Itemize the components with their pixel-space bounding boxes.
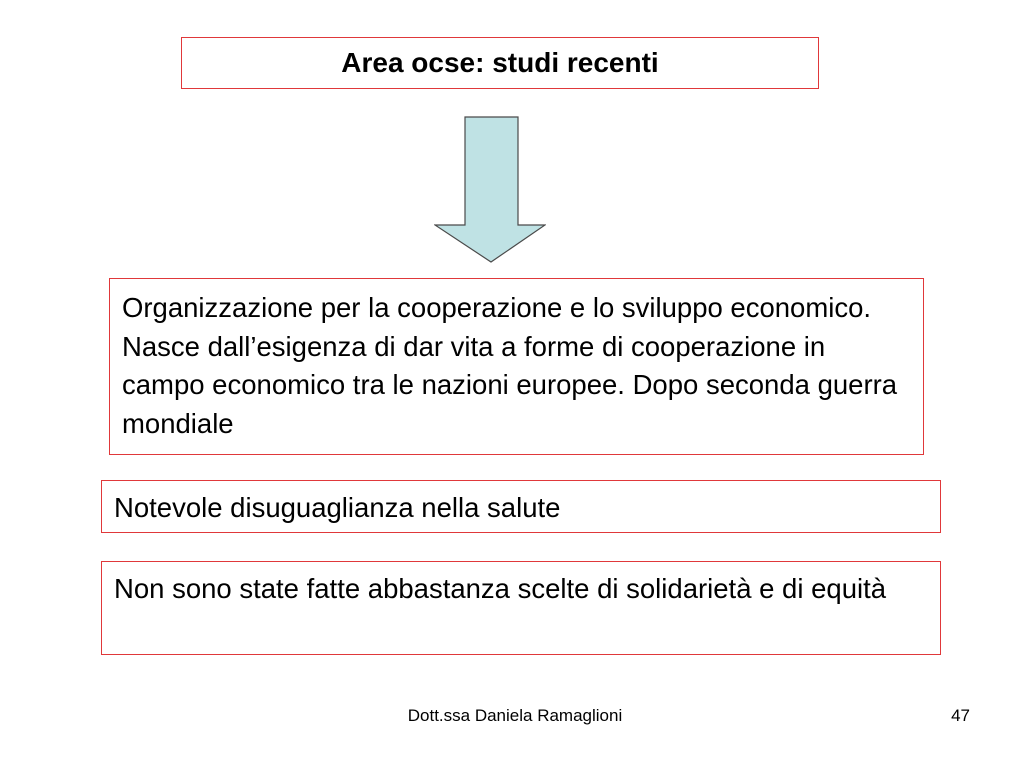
point-text-2: Non sono state fatte abbastanza scelte di solidarietà e di equità [114,573,887,604]
footer-author: Dott.ssa Daniela Ramaglioni [407,706,623,725]
point-box-2 [101,561,941,655]
slide-title: Area ocse: studi recenti [341,47,659,78]
down-arrow-icon [434,116,546,264]
title-box [181,37,819,89]
point-text-1: Notevole disuguaglianza nella salute [114,492,561,523]
description-box [109,278,924,455]
page-number: 47 [951,706,970,725]
description-text: Organizzazione per la cooperazione e lo sviluppo economico. Nasce dall’esigenza di dar vita a forme di cooperazione in campo economico tra le nazioni europee. Dopo seconda guerra mondiale [122,292,898,439]
point-box-1 [101,480,941,533]
